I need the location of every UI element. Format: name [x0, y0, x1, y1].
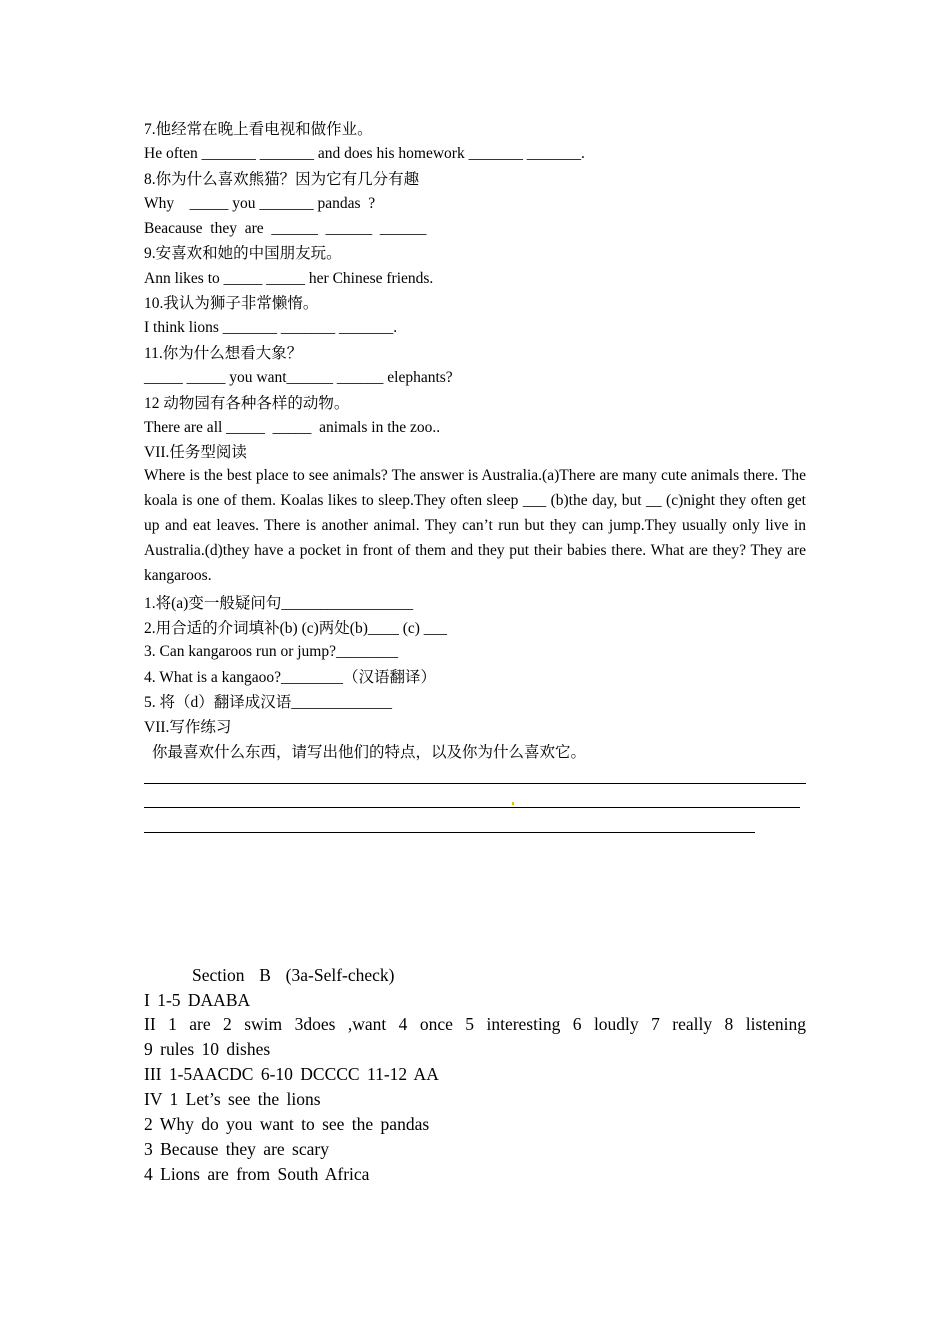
q8-english-answer: Beacause they are ______ ______ ______	[144, 220, 427, 237]
answer-line-1: I 1-5 DAABA	[144, 990, 251, 1010]
writing-line-2	[144, 807, 800, 808]
reading-passage: Where is the best place to see animals? The answer is Australia.(a)There are many cute animals there. The koala is one of them. Koalas likes to sleep.They often sleep ___ (b)the day, but __ (c)night they often get up and eat leaves. There is another animal. They can’t run but they can jump.They usually only live in Australia.(d)they have a pocket in front of them and they put their babies there. What are they? They are kangaroos.	[144, 467, 806, 584]
q10-english: I think lions _______ _______ _______.	[144, 319, 398, 336]
answer-line-5: IV 1 Let’s see the lions	[144, 1089, 321, 1109]
q7-chinese: 7.他经常在晚上看电视和做作业。	[144, 121, 373, 138]
reading-question-3: 3. Can kangaroos run or jump?________	[144, 643, 398, 660]
q12-english: There are all _____ _____ animals in the zoo..	[144, 419, 441, 436]
writing-heading: VII.写作练习	[144, 719, 232, 736]
reading-question-5: 5. 将（d）翻译成汉语_____________	[144, 694, 393, 711]
q10-chinese: 10.我认为狮子非常懒惰。	[144, 295, 319, 312]
q7-english: He often _______ _______ and does his homework _______ _______.	[144, 145, 585, 162]
answer-line-4: III 1-5AACDC 6-10 DCCCC 11-12 AA	[144, 1064, 439, 1084]
reading-heading: VII.任务型阅读	[144, 444, 247, 461]
q11-chinese: 11.你为什么想看大象？	[144, 345, 303, 362]
answer-key-title: Section B (3a-Self-check)	[192, 965, 395, 985]
q9-chinese: 9.安喜欢和她的中国朋友玩。	[144, 245, 342, 262]
answer-line-8: 4 Lions are from South Africa	[144, 1164, 370, 1184]
q11-english: _____ _____ you want______ ______ elephants?	[144, 369, 453, 386]
q8-english: Why _____ you _______ pandas ?	[144, 195, 376, 212]
answer-line-6: 2 Why do you want to see the pandas	[144, 1114, 430, 1134]
q9-english: Ann likes to _____ _____ her Chinese friends.	[144, 270, 434, 287]
reading-question-4: 4. What is a kangaoo?________（汉语翻译）	[144, 669, 437, 686]
answer-line-3: 9 rules 10 dishes	[144, 1039, 271, 1059]
reading-question-2: 2.用合适的介词填补(b) (c)两处(b)____ (c) ___	[144, 620, 448, 637]
answer-line-7: 3 Because they are scary	[144, 1139, 329, 1159]
writing-line-1	[144, 783, 806, 784]
writing-line-3	[144, 832, 755, 833]
writing-prompt: 你最喜欢什么东西，请写出他们的特点，以及你为什么喜欢它。	[152, 744, 587, 761]
reading-question-1: 1.将(a)变一般疑问句_________________	[144, 595, 414, 612]
q8-chinese: 8.你为什么喜欢熊猫？因为它有几分有趣	[144, 171, 420, 188]
answer-line-2: II 1 are 2 swim 3does ,want 4 once 5 interesting 6 loudly 7 really 8 listening	[144, 1014, 806, 1034]
stray-mark	[512, 802, 514, 805]
q12-chinese: 12 动物园有各种各样的动物。	[144, 395, 350, 412]
